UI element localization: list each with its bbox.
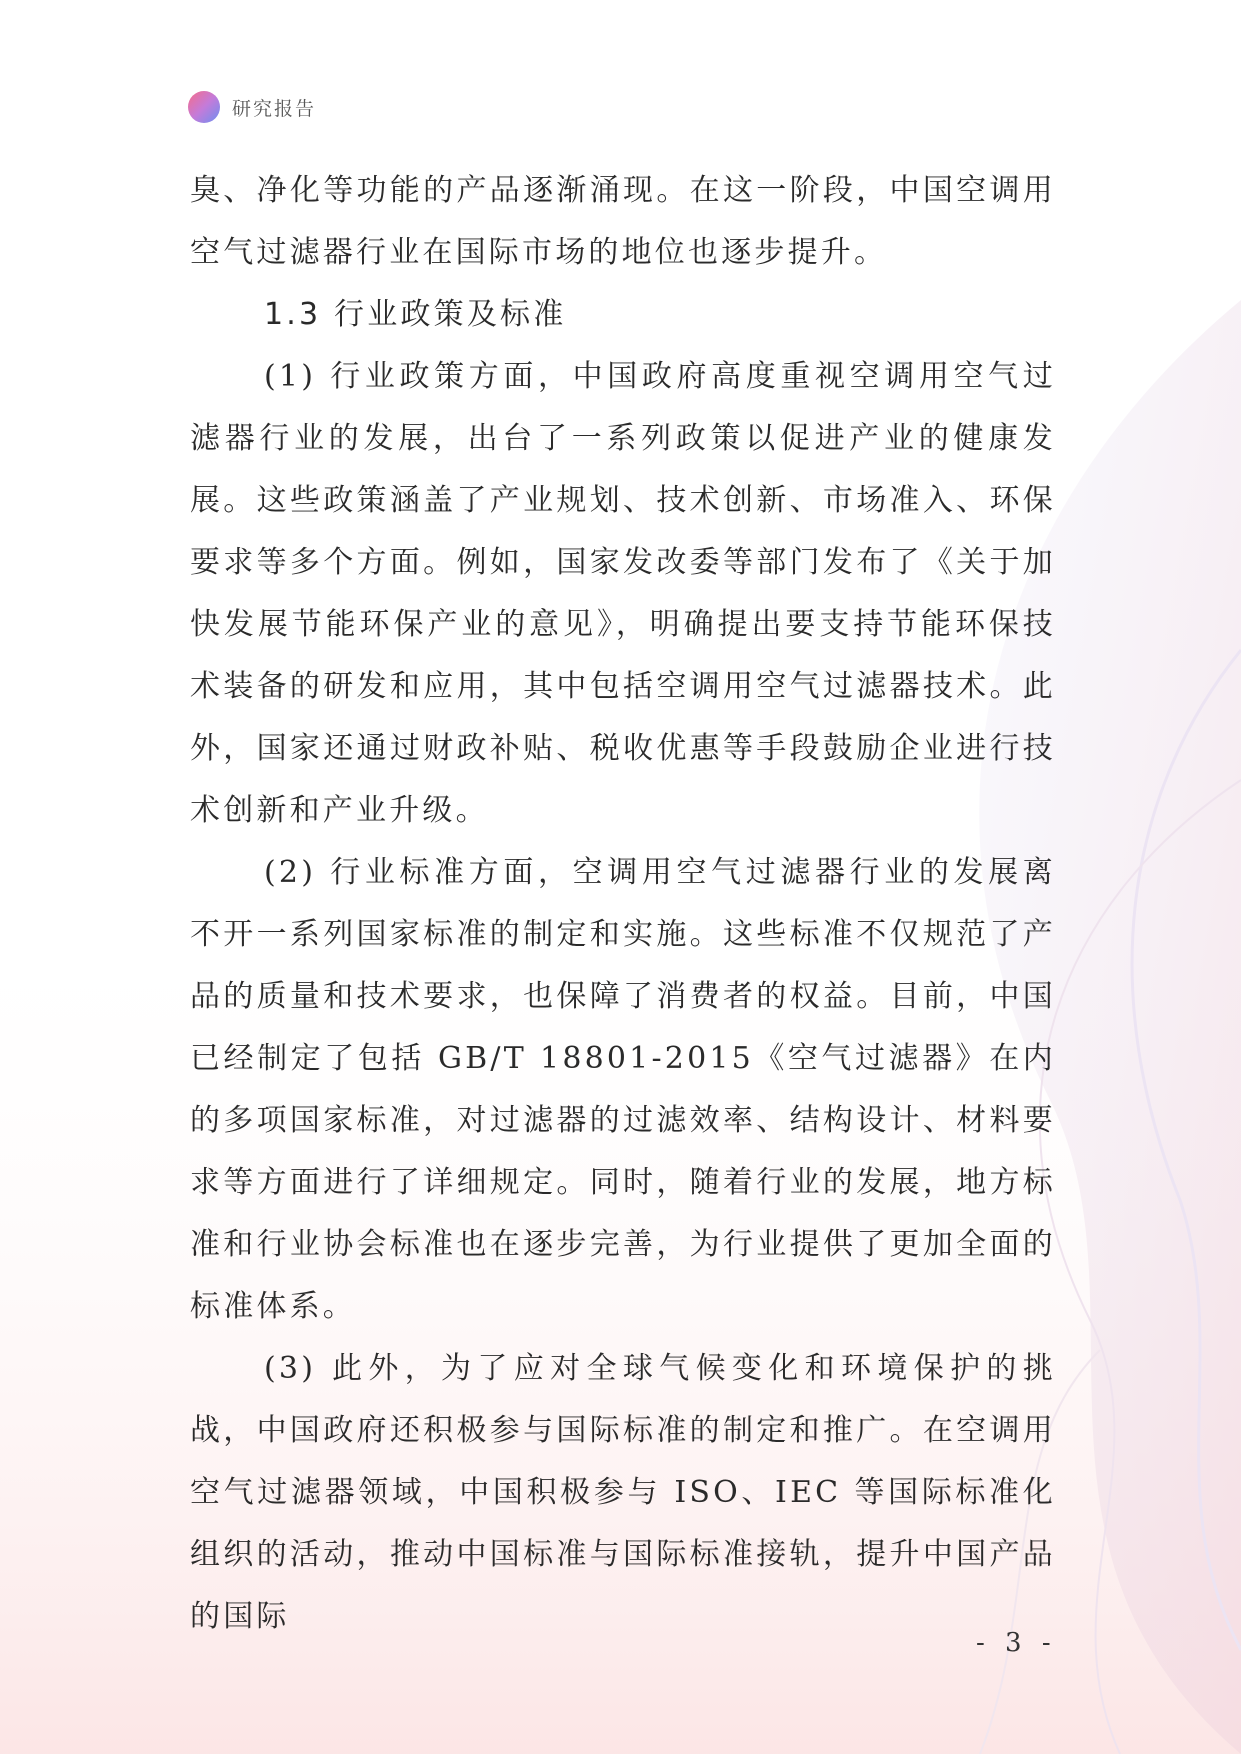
intro-paragraph: 臭、净化等功能的产品逐渐涌现。在这一阶段，中国空调用空气过滤器行业在国际市场的地位也逐步提升。 (190, 173, 1056, 270)
section-heading: 1.3 行业政策及标准 (264, 297, 567, 332)
paragraph-international: (3) 此外，为了应对全球气候变化和环境保护的挑战，中国政府还积极参与国际标准的制定和推广。在空调用空气过滤器领域，中国积极参与 ISO、IEC 等国际标准化组织的活动，推动中国标准与国际标准接轨，提升中国产品的国际 (190, 1351, 1056, 1634)
page-number: - 3 - (976, 1628, 1057, 1658)
header-title: 研究报告 (232, 97, 317, 120)
report-header (188, 90, 316, 124)
logo-icon (188, 91, 220, 123)
paragraph-policy: (1) 行业政策方面，中国政府高度重视空调用空气过滤器行业的发展，出台了一系列政策以促进产业的健康发展。这些政策涵盖了产业规划、技术创新、市场准入、环保要求等多个方面。例如，国家发改委等部门发布了《关于加快发展节能环保产业的意见》，明确提出要支持节能环保技术装备的研发和应用，其中包括空调用空气过滤器技术。此外，国家还通过财政补贴、税收优惠等手段鼓励企业进行技术创新和产业升级。 (190, 359, 1056, 828)
paragraph-standards: (2) 行业标准方面，空调用空气过滤器行业的发展离不开一系列国家标准的制定和实施。这些标准不仅规范了产品的质量和技术要求，也保障了消费者的权益。目前，中国已经制定了包括 GB/T 18801-2015《空气过滤器》在内的多项国家标准，对过滤器的过滤效率、结构设计、材料要求等方面进行了详细规定。同时，随着行业的发展，地方标准和行业协会标准也在逐步完善，为行业提供了更加全面的标准体系。 (190, 855, 1056, 1324)
main-content (190, 160, 1056, 1648)
